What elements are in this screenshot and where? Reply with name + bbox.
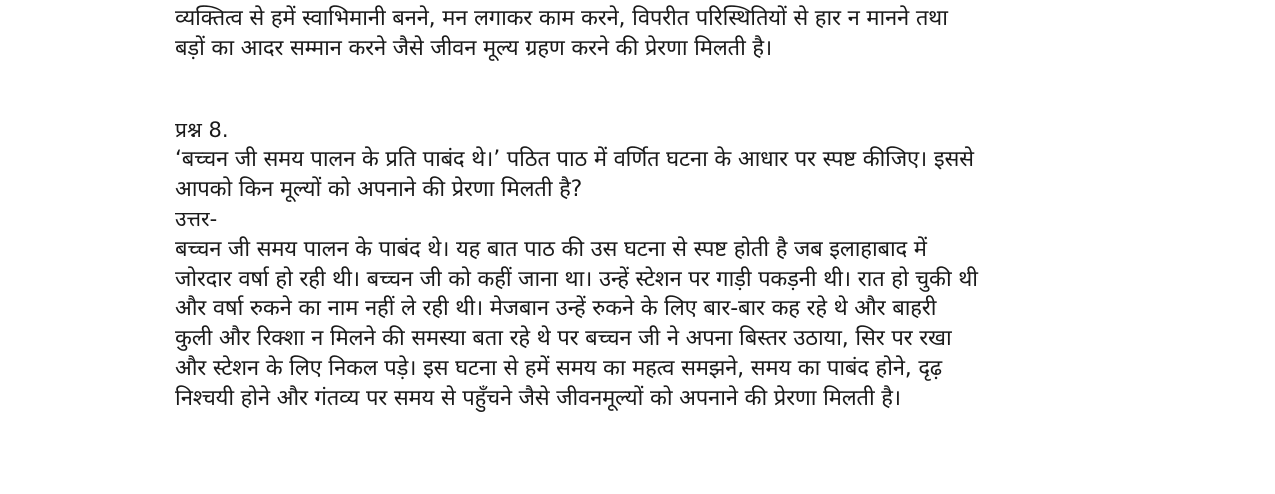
question-block	[175, 116, 1175, 205]
intro-line: बड़ों का आदर सम्मान करने जैसे जीवन मूल्य ग्रहण करने की प्रेरणा मिलती है।	[175, 35, 772, 61]
answer-label: उत्तर-	[175, 206, 218, 231]
question-label: प्रश्न 8.	[175, 117, 229, 142]
answer-line: और वर्षा रुकने का नाम नहीं ले रही थी। मेजबान उन्हें रुकने के लिए बार-बार कह रहे थे और बाहरी	[175, 296, 937, 322]
answer-line: निश्चयी होने और गंतव्य पर समय से पहुँचने जैसे जीवनमूल्यों को अपनाने की प्रेरणा मिलती है।	[175, 385, 901, 411]
answer-line: बच्चन जी समय पालन के पाबंद थे। यह बात पाठ की उस घटना से स्पष्ट होती है जब इलाहाबाद में	[175, 236, 927, 262]
answer-block	[175, 205, 1175, 414]
answer-line: कुली और रिक्शा न मिलने की समस्या बता रहे थे पर बच्चन जी ने अपना बिस्तर उठाया, सिर पर रखा	[175, 326, 952, 352]
intro-line: व्यक्तित्व से हमें स्वाभिमानी बनने, मन लगाकर काम करने, विपरीत परिस्थितियों से हार न मानने तथा	[175, 6, 948, 31]
document-body	[175, 4, 1175, 414]
question-line: आपको किन मूल्यों को अपनाने की प्रेरणा मिलती है?	[175, 177, 583, 203]
answer-line: जोरदार वर्षा हो रही थी। बच्चन जी को कहीं जाना था। उन्हें स्टेशन पर गाड़ी पकड़नी थी। रात हो चुकी थी	[175, 266, 978, 292]
answer-line: और स्टेशन के लिए निकल पड़े। इस घटना से हमें समय का महत्व समझने, समय का पाबंद होने, दृढ़	[175, 355, 942, 381]
question-line: ‘बच्चन जी समय पालन के प्रति पाबंद थे।’ पठित पाठ में वर्णित घटना के आधार पर स्पष्ट कीजिए। इससे	[175, 147, 974, 173]
paragraph-gap	[175, 64, 1175, 116]
intro-paragraph	[175, 4, 1175, 64]
